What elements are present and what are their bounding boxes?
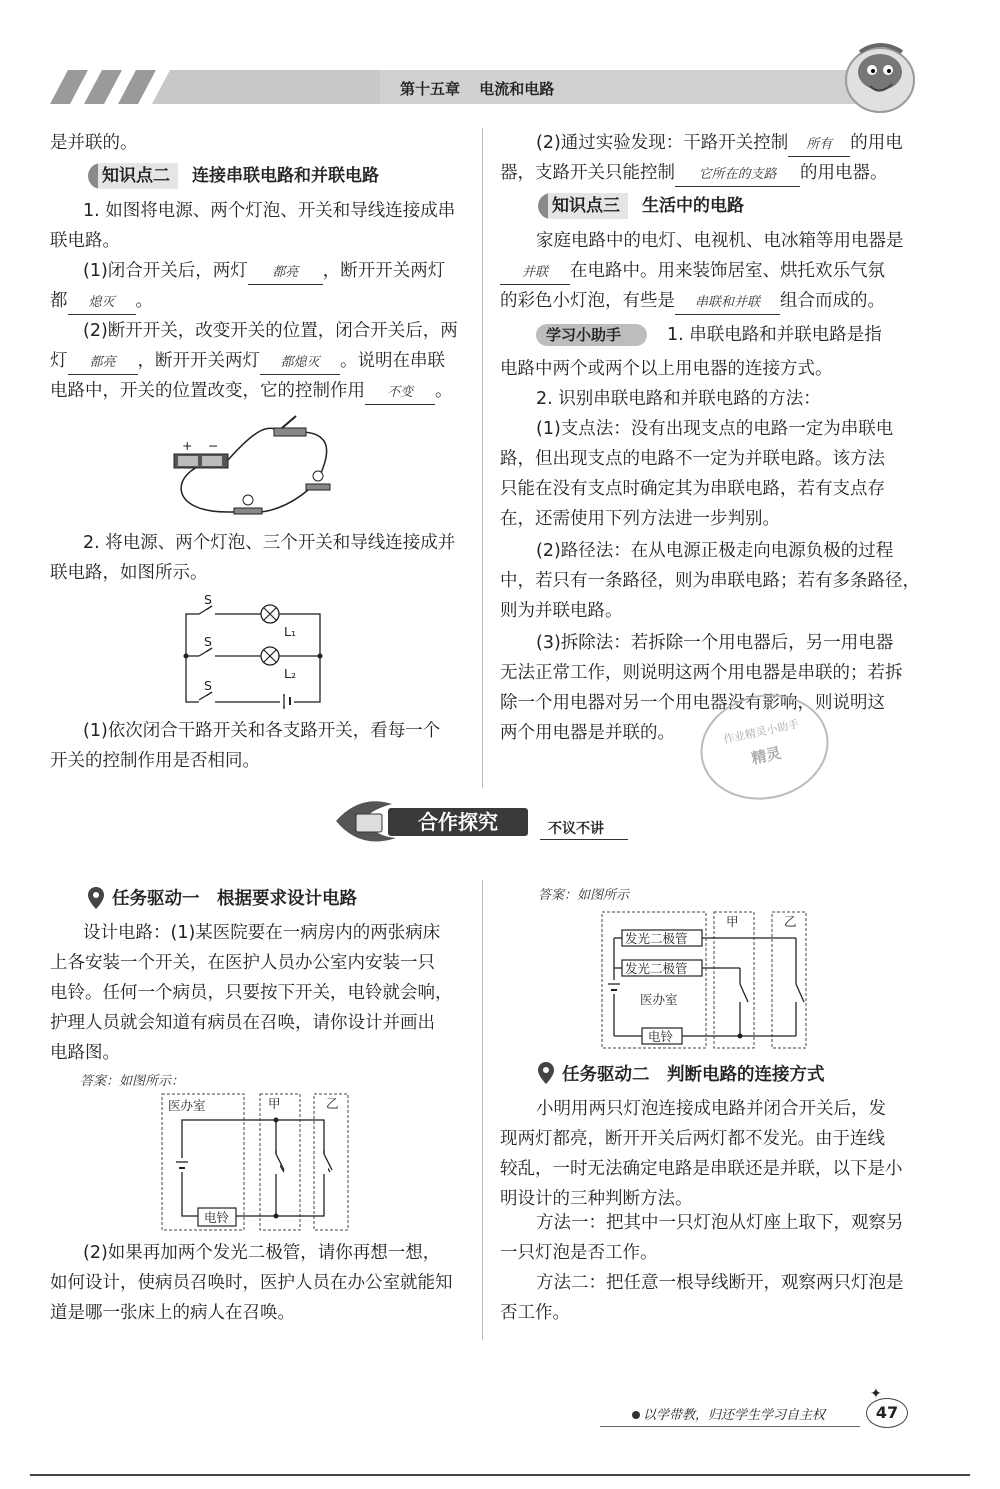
kp3-line-1: 家庭电路中的电灯、电视机、电冰箱等用电器是 xyxy=(536,231,904,251)
banner-title: 合作探究 xyxy=(388,808,528,836)
task2-line: 小明用两只灯泡连接成电路并闭合开关后，发 xyxy=(536,1099,886,1119)
switch-label: S xyxy=(204,678,212,693)
kp3-tag: 知识点三 xyxy=(538,193,628,219)
helper-line: 除一个用电器对另一个用电器没有影响，则说明这 xyxy=(500,693,885,713)
task1-q2-answer: 答案：如图所示 xyxy=(538,888,630,903)
header-bar xyxy=(50,70,920,102)
q1-line-2: 联电路。 xyxy=(50,231,120,251)
answer-blank[interactable]: 所有 xyxy=(788,134,850,157)
bell-label: 电铃 xyxy=(648,1029,674,1044)
bed-yi-label: 乙 xyxy=(326,1096,339,1111)
led-circuit-figure xyxy=(600,910,810,1050)
banner-subtitle: 不议不讲 xyxy=(548,821,604,837)
helper-line: 2. 识别串联电路和并联电路的方法： xyxy=(536,389,821,409)
parallel-circuit-figure xyxy=(180,592,330,712)
helper-line: (3)拆除法：若拆除一个用电器后，另一用电器 xyxy=(536,633,894,653)
answer-blank[interactable]: 熄灭 xyxy=(68,292,136,315)
battery-plus: + xyxy=(182,438,193,453)
helper-line: 则为并联电路。 xyxy=(500,601,623,621)
led-label: 发光二极管 xyxy=(625,961,688,976)
helper-tag: 学习小助手 xyxy=(536,324,647,346)
task2-title: 任务驱动二 判断电路的连接方式 xyxy=(562,1065,825,1085)
kp2-tag: 知识点二 xyxy=(88,163,178,189)
kp3-line-2: 并联 在电路中。用来装饰居室、烘托欢乐气氛 xyxy=(500,256,885,286)
footer-line xyxy=(600,1426,860,1427)
task2-line: 较乱，一时无法确定电路是串联还是并联，以下是小 xyxy=(500,1159,903,1179)
q1-2-line-2: 灯 都亮 ，断开开关两灯 都熄灭 。说明在串联 xyxy=(50,346,445,376)
bed-jia-label: 甲 xyxy=(268,1096,281,1111)
answer-blank[interactable]: 都熄灭 xyxy=(260,352,340,375)
battery-minus: − xyxy=(208,438,219,453)
helper-line: 在，还需使用下列方法进一步判别。 xyxy=(500,509,780,529)
answer-blank[interactable]: 不变 xyxy=(365,382,435,405)
q2-1-line-1: (1)依次闭合干路开关和各支路开关，看每一个 xyxy=(83,721,441,741)
task1-line: 设计电路：(1)某医院要在一病房内的两张病床 xyxy=(83,923,441,943)
task2-line: 现两灯都亮，断开开关后两灯都不发光。由于连线 xyxy=(500,1129,885,1149)
kp3-line-3: 的彩色小灯泡，有些是 串联和并联 组合而成的。 xyxy=(500,286,885,316)
knowledge-point-2 xyxy=(88,163,379,189)
series-circuit-figure xyxy=(168,412,348,522)
led-label: 发光二极管 xyxy=(625,931,688,946)
helper-line-0: 学习小助手 1. 串联电路和并联电路是指 xyxy=(536,320,882,350)
location-pin-icon xyxy=(538,1062,554,1084)
task1-q2-line: 道是哪一张床上的病人在召唤。 xyxy=(50,1303,295,1323)
bell-label: 电铃 xyxy=(204,1210,230,1225)
section-banner xyxy=(330,796,630,846)
column-divider-bottom xyxy=(482,880,483,1340)
lamp-l2-label: L₂ xyxy=(284,666,296,681)
bell-circuit-figure xyxy=(160,1092,350,1232)
helper-line: 只能在没有支点时确定其为串联电路，若有支点存 xyxy=(500,479,885,499)
q1-2-line-3: 电路中，开关的位置改变，它的控制作用 不变 。 xyxy=(50,376,453,406)
helper-line: 无法正常工作，则说明这两个用电器是串联的；若拆 xyxy=(500,663,903,683)
task1-answer: 答案：如图所示： xyxy=(80,1074,185,1089)
task2-line: 明设计的三种判断方法。 xyxy=(500,1189,693,1209)
header-stripes xyxy=(50,70,380,104)
task1-line: 上各安装一个开关，在医护人员办公室内安装一只 xyxy=(50,953,435,973)
q1-2-line-1: (2)断开开关，改变开关的位置，闭合开关后，两 xyxy=(83,321,458,341)
bed-yi-label: 乙 xyxy=(784,914,797,929)
kp3-title: 生活中的电路 xyxy=(642,196,744,216)
lamp-l1-label: L₁ xyxy=(284,624,296,639)
task2-line: 否工作。 xyxy=(500,1303,570,1323)
q1-1-line-1: (1)闭合开关后，两灯 都亮 ，断开开关两灯 xyxy=(83,256,445,286)
helper-line: 路，但出现支点的电路不一定为并联电路。该方法 xyxy=(500,449,885,469)
helper-line: 中，若只有一条路径，则为串联电路；若有多条路径， xyxy=(500,571,920,591)
page-number: 47 xyxy=(866,1398,908,1428)
q2-line-2: 联电路，如图所示。 xyxy=(50,563,208,583)
helper-line: (2)路径法：在从电源正极走向电源负极的过程 xyxy=(536,541,894,561)
answer-blank[interactable]: 串联和并联 xyxy=(675,292,780,315)
chapter-title: 电流和电路 xyxy=(479,80,555,98)
answer-blank[interactable]: 都亮 xyxy=(68,352,138,375)
answer-blank[interactable]: 它所在的支路 xyxy=(675,164,800,187)
helper-line: 两个用电器是并联的。 xyxy=(500,723,675,743)
r2-line-1: (2)通过实验发现：干路开关控制 所有 的用电 xyxy=(536,128,903,158)
office-label: 医办室 xyxy=(168,1098,206,1113)
kp2-title: 连接串联电路和并联电路 xyxy=(192,166,379,186)
helper-line: (1)支点法：没有出现支点的电路一定为串联电 xyxy=(536,419,894,439)
helper-line: 电路中两个或两个以上用电器的连接方式。 xyxy=(500,359,833,379)
switch-label: S xyxy=(204,634,212,649)
task2-line: 方法二：把任意一根导线断开，观察两只灯泡是 xyxy=(536,1273,904,1293)
mascot-icon xyxy=(840,38,920,118)
task2-line: 一只灯泡是否工作。 xyxy=(500,1243,658,1263)
watermark-stamp: 作业精灵小助手 精灵 xyxy=(691,683,839,812)
star-icon: ✦ xyxy=(870,1386,882,1402)
task1-title: 任务驱动一 根据要求设计电路 xyxy=(112,889,357,909)
bed-jia-label: 甲 xyxy=(726,914,739,929)
q1-1-line-2: 都 熄灭 。 xyxy=(50,286,153,316)
r2-line-2: 器，支路开关只能控制 它所在的支路 的用电器。 xyxy=(500,158,888,188)
office-label: 医办室 xyxy=(640,992,678,1007)
answer-blank[interactable]: 都亮 xyxy=(248,262,323,285)
answer-blank[interactable]: 并联 xyxy=(500,262,570,285)
chapter-number: 第十五章 xyxy=(400,80,461,98)
location-pin-icon xyxy=(88,887,104,909)
task1-q2-line: (2)如果再加两个发光二极管，请你再想一想， xyxy=(83,1243,441,1263)
footer-slogan: 以学带教，归还学生学习自主权 xyxy=(632,1404,825,1423)
task1-line: 电铃。任何一个病员，只要按下开关，电铃就会响， xyxy=(50,983,453,1003)
task1-line: 护理人员就会知道有病员在召唤，请你设计并画出 xyxy=(50,1013,435,1033)
task2-line: 方法一：把其中一只灯泡从灯座上取下，观察另 xyxy=(536,1213,904,1233)
knowledge-point-3 xyxy=(538,193,744,219)
intro-text: 是并联的。 xyxy=(50,133,138,153)
switch-label: S xyxy=(204,592,212,607)
task1-line: 电路图。 xyxy=(50,1043,120,1063)
bottom-rule xyxy=(30,1474,970,1476)
q2-1-line-2: 开关的控制作用是否相同。 xyxy=(50,751,260,771)
task1-q2-line: 如何设计，使病员召唤时，医护人员在办公室就能知 xyxy=(50,1273,453,1293)
q2-line-1: 2. 将电源、两个灯泡、三个开关和导线连接成并 xyxy=(83,533,456,553)
column-divider xyxy=(482,128,483,788)
q1-line-1: 1. 如图将电源、两个灯泡、开关和导线连接成串 xyxy=(83,201,456,221)
